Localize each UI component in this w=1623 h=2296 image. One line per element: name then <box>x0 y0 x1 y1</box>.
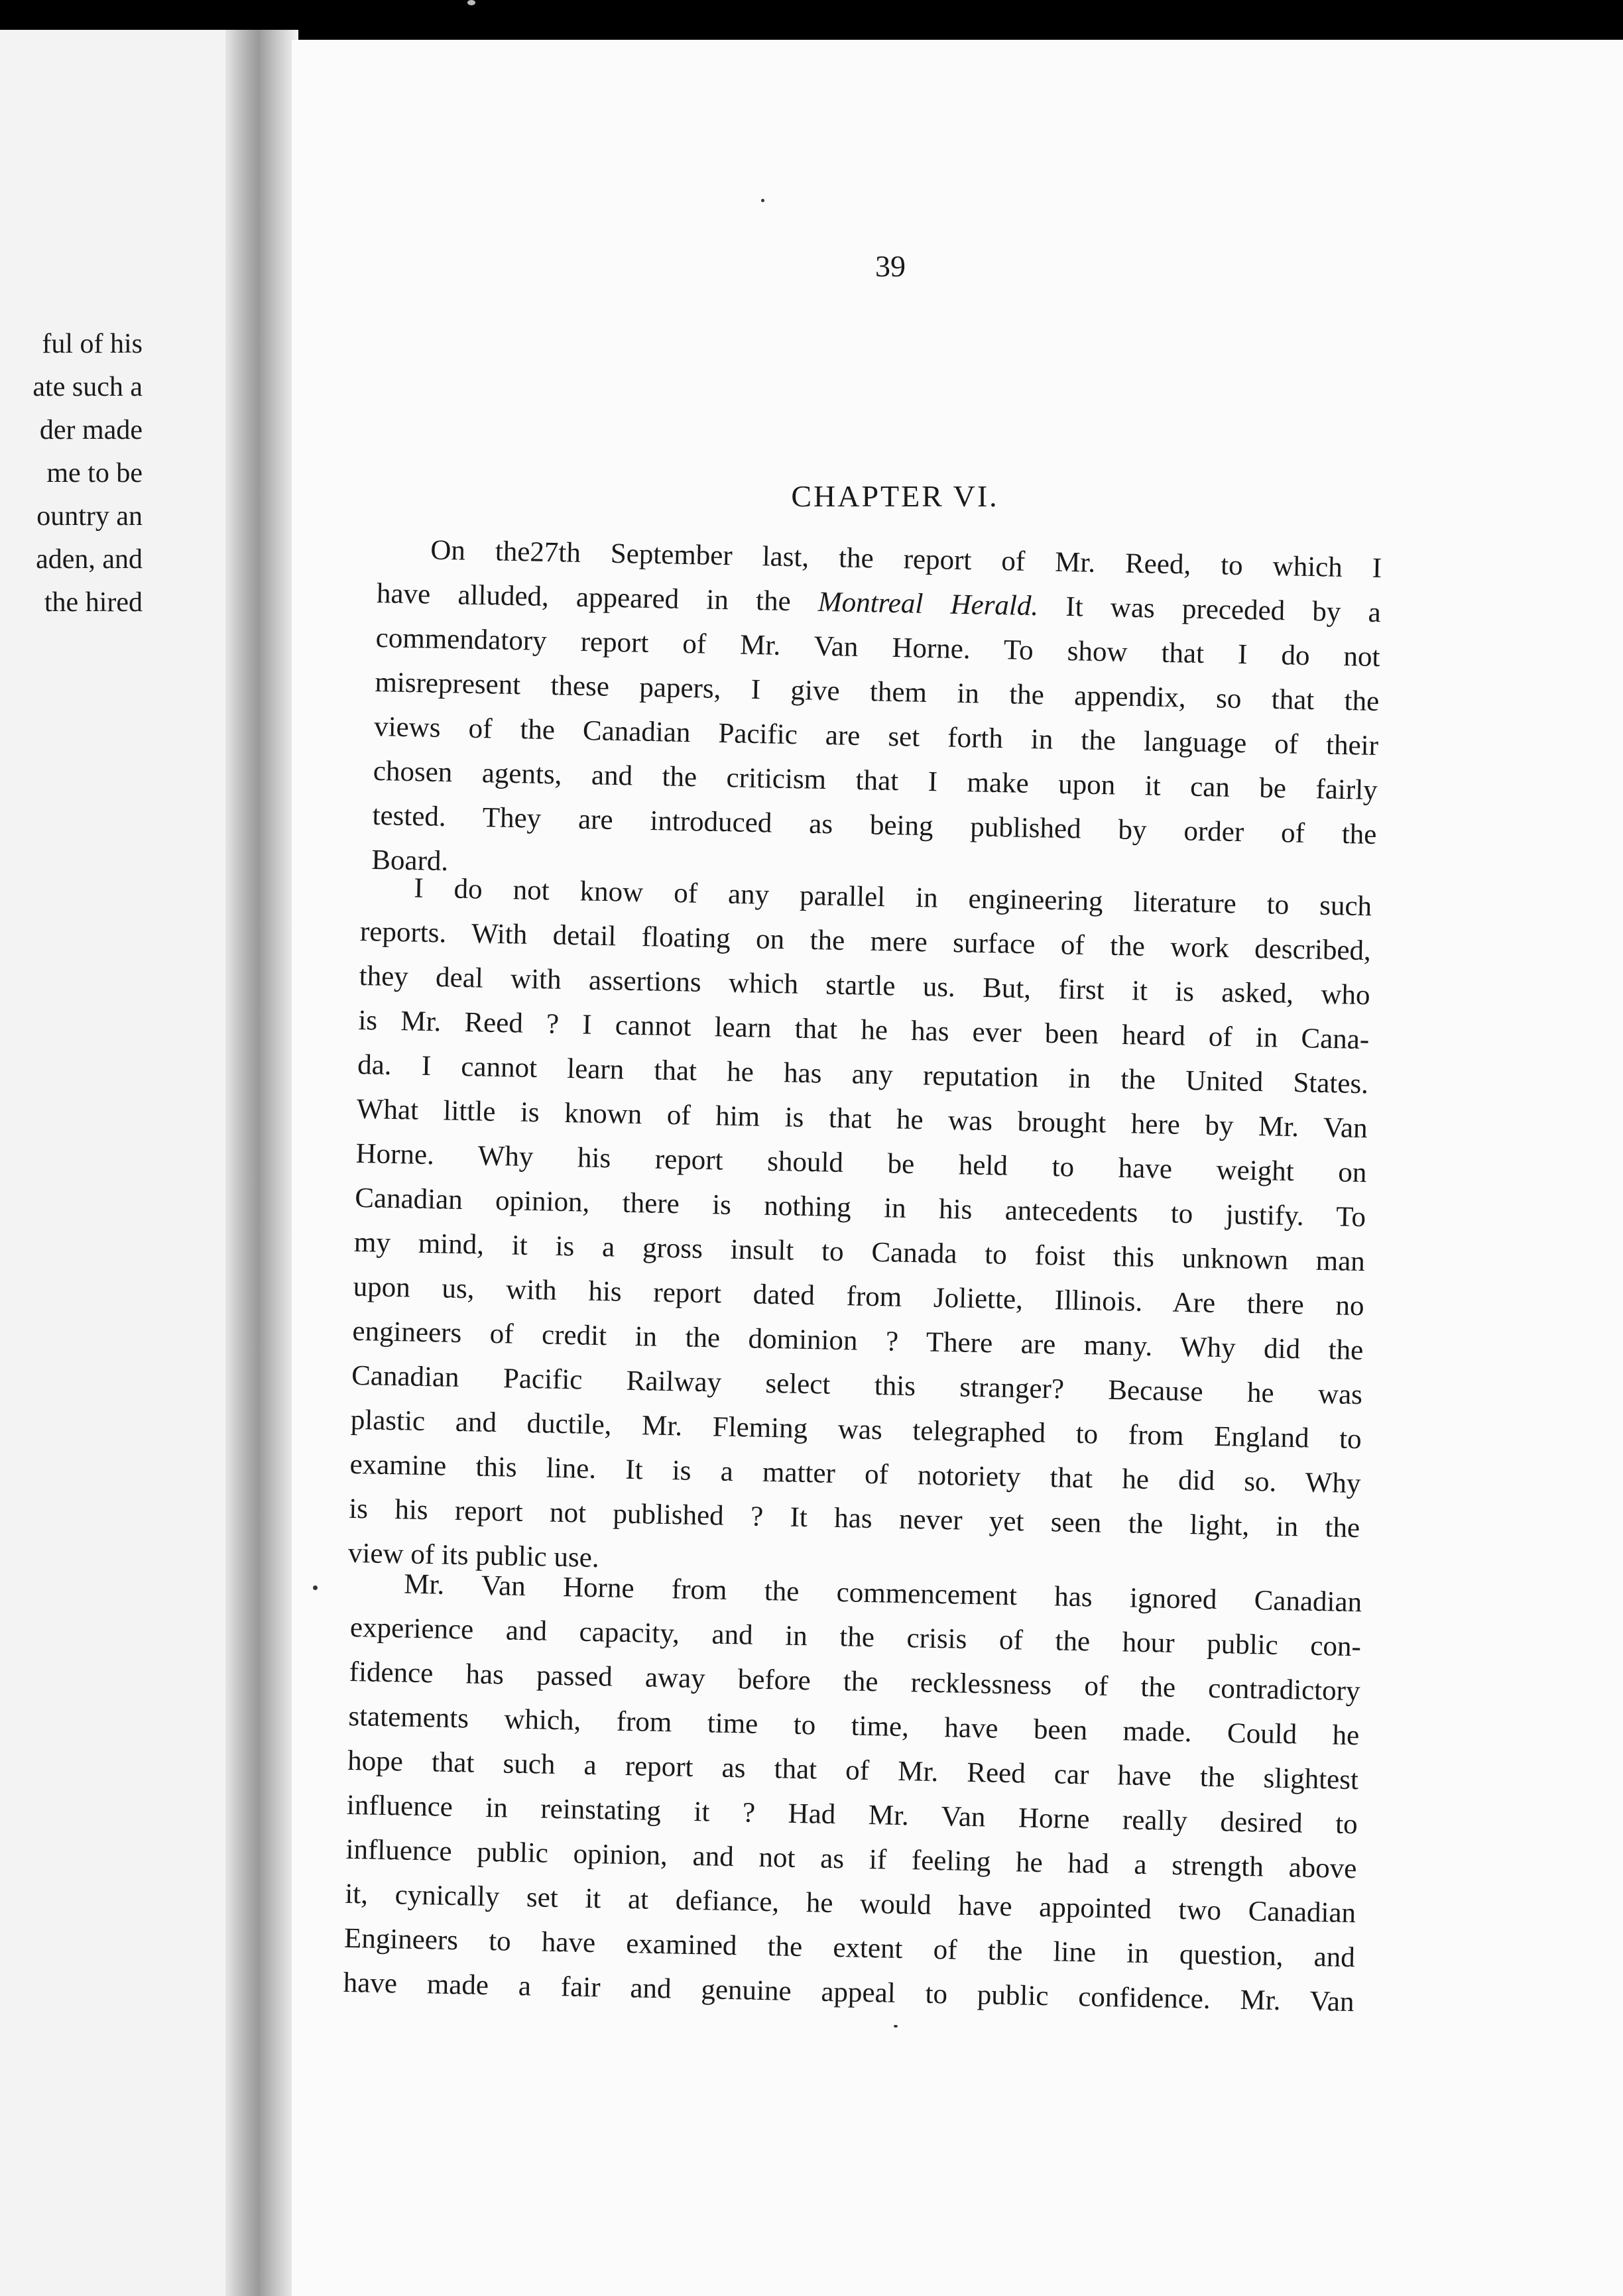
left-page-line: ate such a <box>32 372 143 402</box>
text-run: upon us, with his report dated from Joliette, Illinois. Are there no <box>353 1271 1364 1322</box>
chapter-heading: CHAPTER VI. <box>791 479 999 513</box>
left-page-line: ful of his <box>42 329 143 359</box>
text-run: commendatory report of Mr. Van Horne. To show that I do not <box>375 622 1380 673</box>
text-run: Board. <box>371 844 449 878</box>
text-run: influence in reinstating it ? Had Mr. Van Horne really desired to <box>346 1789 1358 1841</box>
left-page-line: ountry an <box>36 501 143 532</box>
text-run: views of the Canadian Pacific are set forth in the language of their <box>373 711 1379 762</box>
text-run: is Mr. Reed ? I cannot learn that he has ever been heard of in Cana- <box>358 1004 1370 1056</box>
paragraph-2 <box>347 865 1372 1595</box>
text-run: engineers of credit in the dominion ? There are many. Why did the <box>352 1315 1364 1367</box>
text-run: examine this line. It is a matter of notoriety that he did so. Why <box>349 1448 1361 1500</box>
text-run: tested. They are introduced as being published by order of the <box>372 799 1377 850</box>
text-run: Horne. Why his report should be held to have weight on <box>355 1137 1367 1189</box>
page-number: 39 <box>875 249 906 283</box>
text-run: da. I cannot learn that he has any reputation in the United States. <box>357 1049 1369 1100</box>
scan-speck <box>894 2025 898 2028</box>
text-run: have alluded, appeared in the <box>376 577 819 618</box>
left-page-text <box>0 323 143 624</box>
scan-speck <box>313 1585 318 1590</box>
text-run: view of its public use. <box>347 1537 600 1574</box>
text-run: hope that such a report as that of Mr. Reed car have the slightest <box>347 1745 1359 1796</box>
text-run: plastic and ductile, Mr. Fleming was telegraphed to from England to <box>350 1404 1362 1456</box>
text-run: they deal with assertions which startle us. But, first it is asked, who <box>359 960 1370 1011</box>
left-page-line: the hired <box>44 587 143 618</box>
newspaper-title: Montreal Herald. <box>817 586 1039 622</box>
text-run: have made a fair and genuine appeal to public confidence. Mr. Van <box>343 1967 1354 2018</box>
text-run: It was preceded by a <box>1038 591 1382 629</box>
paragraph-3 <box>343 1561 1362 2024</box>
text-run: Canadian Pacific Railway select this stranger? Because he was <box>351 1359 1363 1411</box>
text-run: Canadian opinion, there is nothing in his antecedents to justify. To <box>354 1182 1366 1234</box>
text-run: statements which, from time to time, have been made. Could he <box>348 1700 1360 1752</box>
text-run: fidence has passed away before the recklessness of the contradictory <box>349 1656 1360 1707</box>
text-run: experience and capacity, and in the crisis of the hour public con- <box>349 1611 1362 1663</box>
text-run: I do not know of any parallel in engineering literature to such <box>413 872 1372 923</box>
left-facing-page <box>0 30 262 2296</box>
text-run: misrepresent these papers, I give them in the appendix, so that the <box>375 666 1380 718</box>
left-page-line: aden, and <box>36 544 143 575</box>
left-page-line: me to be <box>46 458 143 488</box>
text-run: it, cynically set it at defiance, he would have appointed two Canadian <box>344 1878 1356 1929</box>
scan-speck <box>761 199 764 202</box>
scan-speck <box>467 0 475 5</box>
text-run: influence public opinion, and not as if feeling he had a strength above <box>345 1833 1357 1885</box>
left-page-line: der made <box>39 415 143 445</box>
text-run: is his report not published ? It has never yet seen the light, in the <box>348 1493 1360 1544</box>
text-run: reports. With detail floating on the mere surface of the work described, <box>359 915 1372 967</box>
text-run: What little is known of him is that he was brought here by Mr. Van <box>356 1093 1368 1145</box>
paragraph-1 <box>371 527 1382 901</box>
text-run: my mind, it is a gross insult to Canada to foist this unknown man <box>353 1226 1366 1278</box>
text-run: chosen agents, and the criticism that I make upon it can be fairly <box>373 755 1378 807</box>
text-run: On the27th September last, the report of Mr. Reed, to which I <box>430 534 1382 585</box>
book-gutter-shadow <box>225 30 298 2296</box>
text-run: Engineers to have examined the extent of the line in question, and <box>343 1922 1356 1974</box>
text-run: Mr. Van Horne from the commencement has ignored Canadian <box>403 1568 1362 1619</box>
